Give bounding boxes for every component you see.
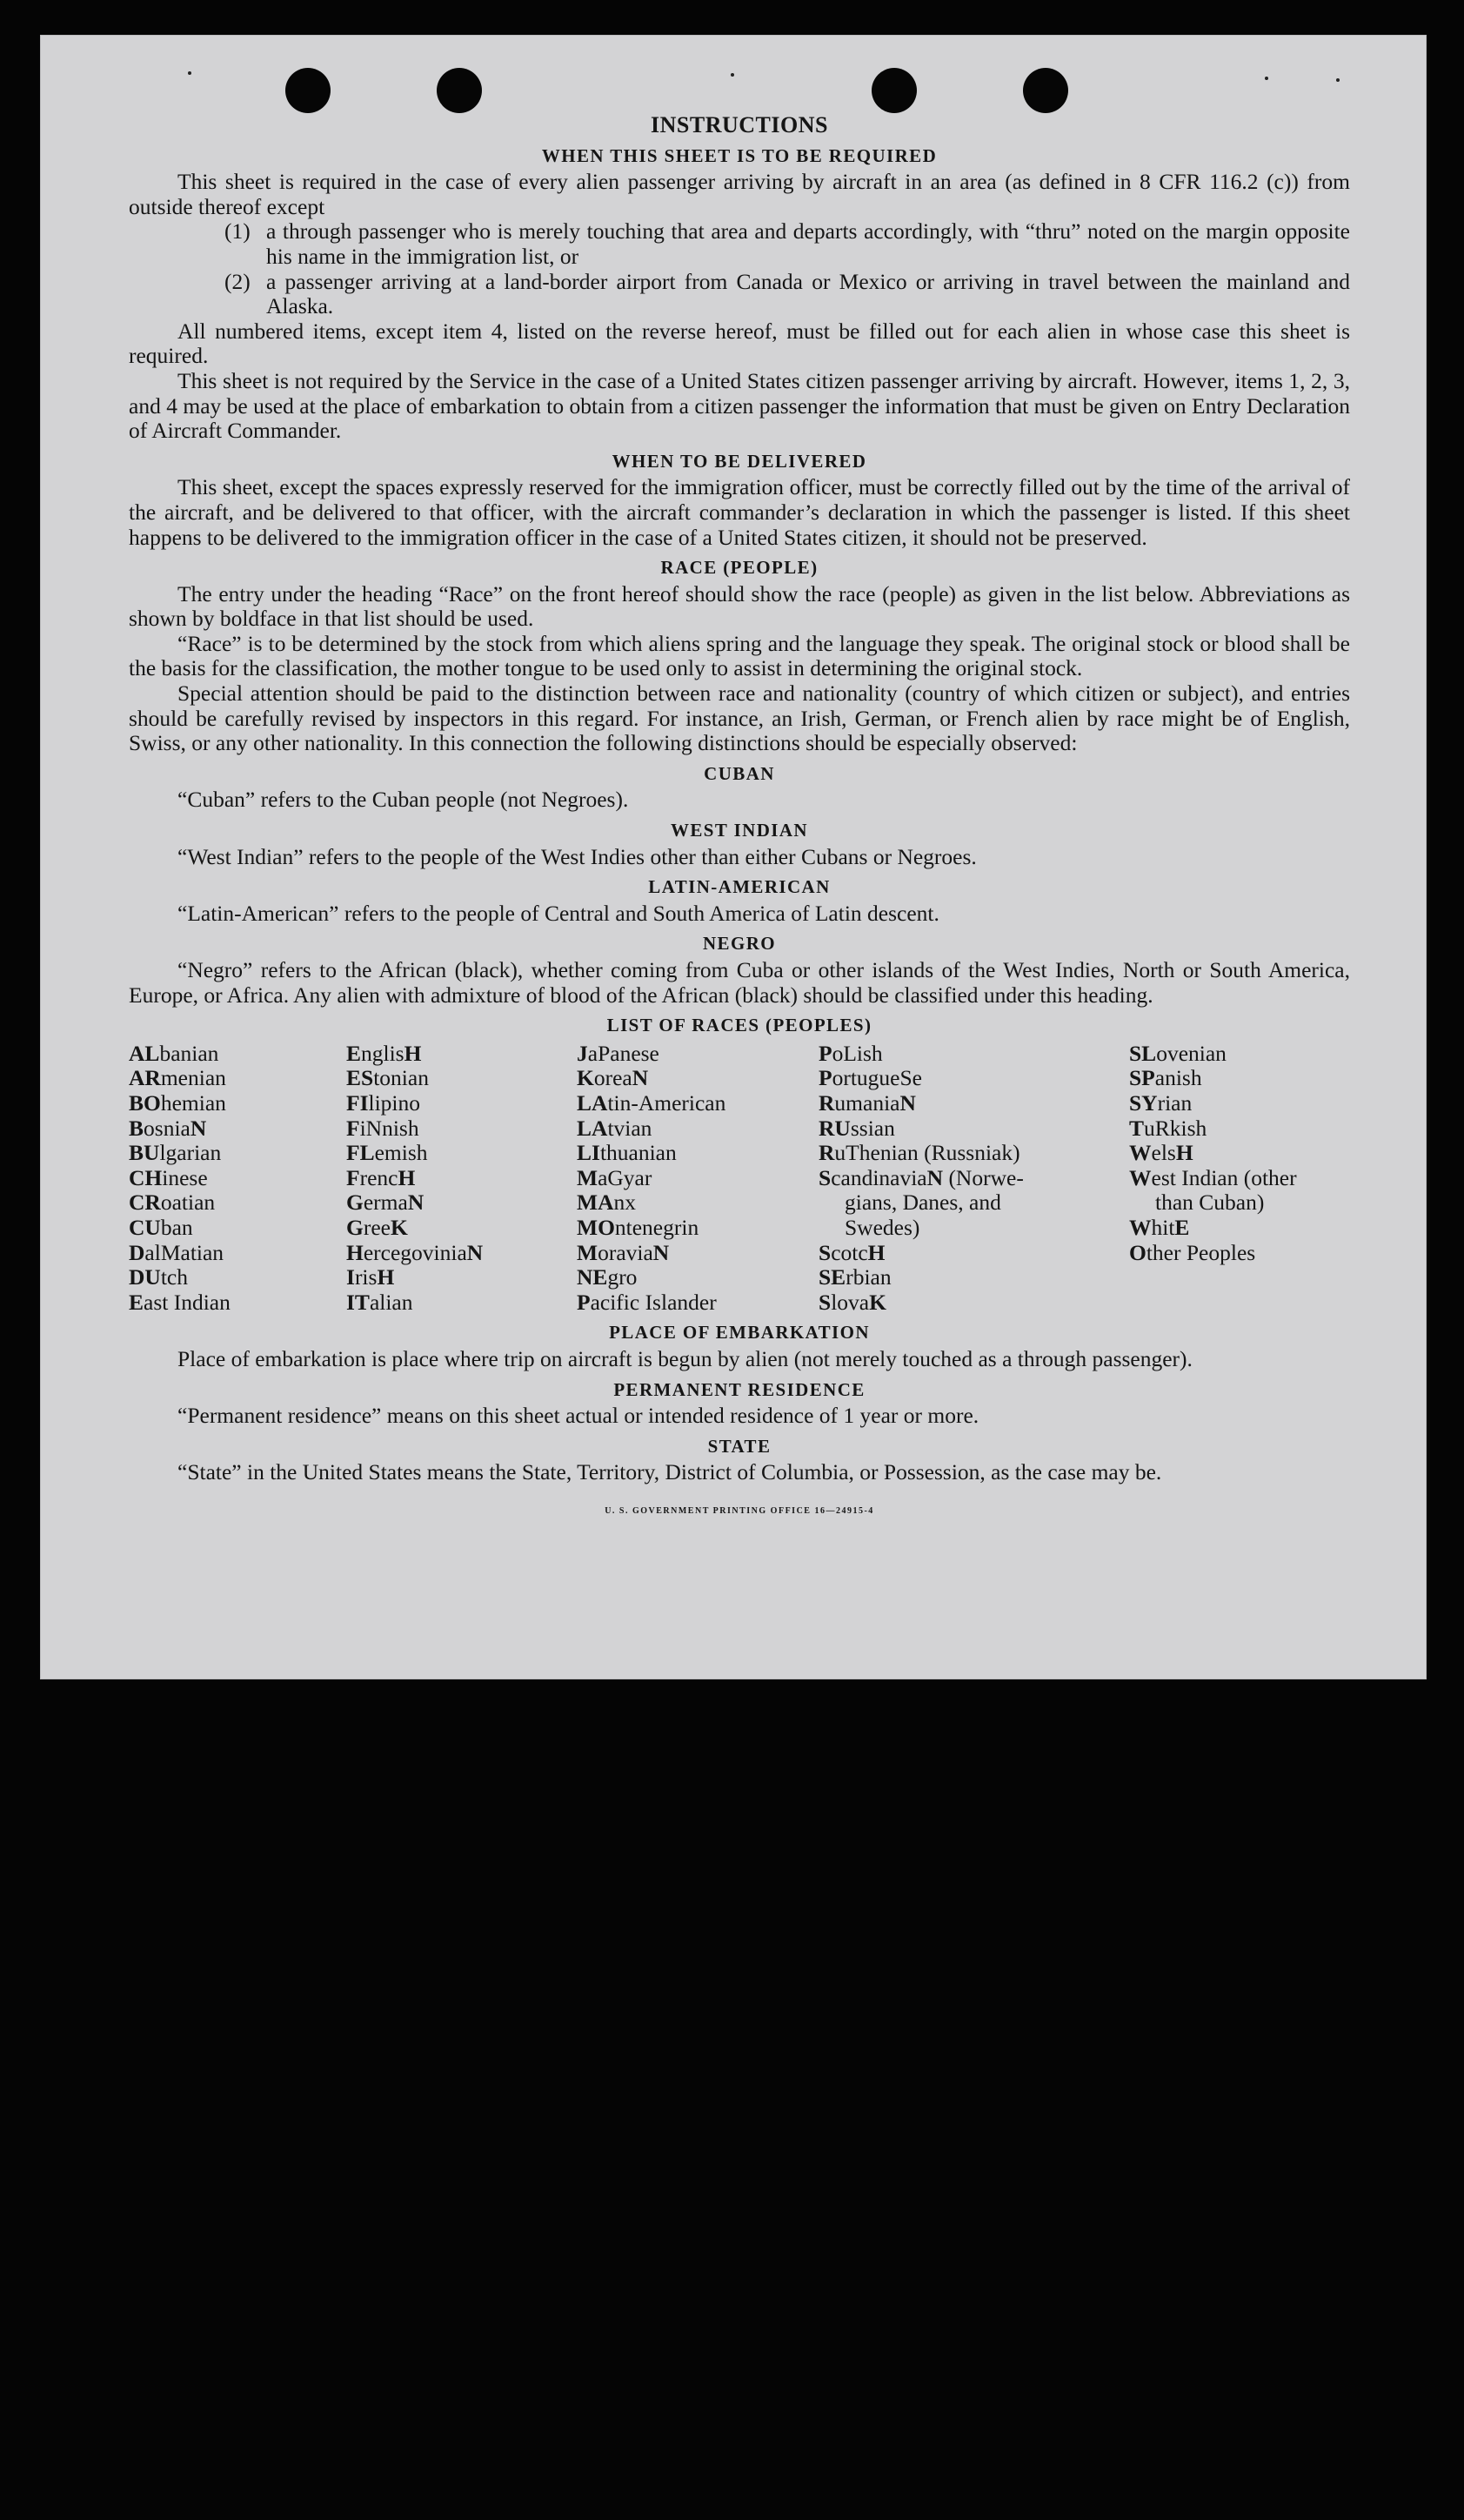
race-item: BUlgarian	[129, 1140, 222, 1166]
section-heading: STATE	[707, 1435, 772, 1457]
race-item: MoraviaN	[577, 1239, 670, 1265]
race-item: JaPanese	[577, 1040, 659, 1066]
paragraph: “Permanent residence” means on this sheet actual or intended residence of 1 year or more.	[177, 1403, 979, 1429]
paragraph: “West Indian” refers to the people of the West Indies other than either Cubans or Negroes.	[177, 843, 977, 869]
numbered-item	[224, 219, 1350, 269]
race-item: BosniaN	[129, 1115, 207, 1141]
race-item: WhitE	[1129, 1214, 1190, 1240]
race-item: CUban	[129, 1214, 193, 1240]
race-item: SLovenian	[1129, 1040, 1227, 1066]
race-item: LAtvian	[577, 1115, 652, 1141]
race-item: MaGyar	[577, 1164, 652, 1190]
speck	[1336, 78, 1340, 82]
section-heading: RACE (PEOPLE)	[660, 557, 819, 579]
paragraph: “Negro” refers to the African (black), whether coming from Cuba or other islands of the West Indies, North or South America, Europe, or Africa. Any alien with admixture of blood of the African (black) should be classified under this heading.	[129, 957, 1350, 1008]
punch-hole	[437, 68, 482, 113]
races-column	[1129, 1042, 1350, 1316]
speck	[1265, 77, 1268, 80]
race-item: FiNnish	[346, 1115, 419, 1141]
race-item: NEgro	[577, 1264, 638, 1290]
race-item: LAtin-American	[577, 1089, 726, 1116]
race-item: Other Peoples	[1129, 1239, 1256, 1265]
race-item: ScandinaviaN (Norwe-	[819, 1164, 1024, 1190]
races-heading: LIST OF RACES (PEOPLES)	[606, 1015, 872, 1036]
race-item: RumaniaN	[819, 1089, 916, 1116]
paragraph: This sheet is required in the case of every alien passenger arriving by aircraft in an area (as defined in 8 CFR 116.2 (c)) from outside thereof except	[129, 169, 1350, 219]
item-number: (2)	[224, 268, 251, 294]
races-list	[129, 1042, 1350, 1316]
race-item: SYrian	[1129, 1089, 1193, 1116]
race-item: Pacific Islander	[577, 1289, 717, 1315]
numbered-item	[224, 270, 1350, 319]
section-heading: NEGRO	[702, 933, 776, 955]
race-item: KoreaN	[577, 1065, 649, 1091]
instructions-content	[129, 113, 1350, 1524]
race-item: RUssian	[819, 1115, 895, 1141]
race-item: ScotcH	[819, 1239, 886, 1265]
race-item: East Indian	[129, 1289, 231, 1315]
race-item: ITalian	[346, 1289, 413, 1315]
document-sheet	[40, 35, 1427, 1679]
race-item: ARmenian	[129, 1065, 226, 1091]
race-item: MOntenegrin	[577, 1214, 699, 1240]
paragraph: This sheet is not required by the Service in the case of a United States citizen passenger arriving by aircraft. However, items 1, 2, 3, and 4 may be used at the place of embarkation to obtain from a citizen passenger the information that must be given on Entry Declaration of Aircraft Commander.	[129, 367, 1350, 444]
race-item: FIlipino	[346, 1089, 421, 1116]
item-text: a passenger arriving at a land-border airport from Canada or Mexico or arriving in travel between the mainland and Alaska.	[266, 268, 1350, 319]
race-item: GreeK	[346, 1214, 408, 1240]
race-item: Swedes)	[845, 1214, 920, 1240]
race-item: IrisH	[346, 1264, 395, 1290]
race-item: EnglisH	[346, 1040, 422, 1066]
race-item: PoLish	[819, 1040, 883, 1066]
race-item: DalMatian	[129, 1239, 224, 1265]
section-heading: PERMANENT RESIDENCE	[613, 1378, 866, 1400]
item-number: (1)	[224, 218, 251, 245]
race-item: RuThenian (Russniak)	[819, 1140, 1020, 1166]
paragraph: Place of embarkation is place where trip on aircraft is begun by alien (not merely touched as a through passenger).	[177, 1345, 1193, 1371]
section-heading: WHEN THIS SHEET IS TO BE REQUIRED	[541, 144, 938, 166]
section-heading: LATIN-AMERICAN	[648, 876, 831, 898]
race-item: FLemish	[346, 1140, 428, 1166]
item-text: a through passenger who is merely touching that area and departs accordingly, with “thru” noted on the margin opposite his name in the immigration list, or	[266, 218, 1350, 269]
paragraph: All numbered items, except item 4, listed on the reverse hereof, must be filled out for each alien in whose case this sheet is required.	[129, 318, 1350, 369]
race-item: GermaN	[346, 1190, 424, 1216]
race-item: TuRkish	[1129, 1115, 1207, 1141]
speck	[731, 73, 734, 77]
races-column	[577, 1042, 819, 1316]
paragraph: “Race” is to be determined by the stock from which aliens spring and the language they speak. The original stock or blood shall be the basis for the classification, the mother tongue to be used only to assist in determining the original stock.	[129, 630, 1350, 681]
races-column	[346, 1042, 577, 1316]
paragraph: Special attention should be paid to the distinction between race and nationality (country of which citizen or subject), and entries should be carefully revised by inspectors in this regard. For instance, an Irish, German, or French alien by race might be of English, Swiss, or any other nationality. In this connection the following distinctions should be especially observed:	[129, 680, 1350, 756]
race-item: SPanish	[1129, 1065, 1202, 1091]
race-item: SErbian	[819, 1264, 892, 1290]
section-heading: CUBAN	[704, 762, 775, 784]
races-column	[819, 1042, 1129, 1316]
section-heading: WHEN TO BE DELIVERED	[612, 450, 867, 472]
race-item: West Indian (other	[1129, 1164, 1297, 1190]
punch-hole	[285, 68, 331, 113]
race-item: PortugueSe	[819, 1065, 922, 1091]
race-item: MAnx	[577, 1190, 636, 1216]
punch-hole	[1023, 68, 1068, 113]
paragraph: This sheet, except the spaces expressly reserved for the immigration officer, must be correctly filled out by the time of the arrival of the aircraft, and be delivered to that officer, with the aircraft commander’s declaration in which the passenger is listed. If this sheet happens to be delivered to the immigration officer in the case of a United States citizen, it should not be preserved.	[129, 474, 1350, 550]
race-item: LIthuanian	[577, 1140, 677, 1166]
paragraph: “State” in the United States means the State, Territory, District of Columbia, or Possession, as the case may be.	[177, 1459, 1162, 1485]
punch-hole	[872, 68, 917, 113]
race-item: WelsH	[1129, 1140, 1193, 1166]
race-item: HercegoviniaN	[346, 1239, 484, 1265]
races-column	[129, 1042, 346, 1316]
race-item: BOhemian	[129, 1089, 226, 1116]
race-item: than Cuban)	[1155, 1190, 1265, 1216]
race-item: EStonian	[346, 1065, 429, 1091]
race-item: DUtch	[129, 1264, 188, 1290]
race-item: CHinese	[129, 1164, 208, 1190]
speck	[188, 71, 191, 75]
race-item: ALbanian	[129, 1040, 219, 1066]
race-item: gians, Danes, and	[845, 1190, 1001, 1216]
paragraph: The entry under the heading “Race” on the front hereof should show the race (people) as given in the list below. Abbreviations as shown by boldface in that list should be used.	[129, 580, 1350, 632]
page-title: INSTRUCTIONS	[651, 112, 828, 137]
section-heading: PLACE OF EMBARKATION	[609, 1322, 870, 1344]
race-item: FrencH	[346, 1164, 416, 1190]
section-heading: WEST INDIAN	[671, 820, 808, 841]
paragraph: “Latin-American” refers to the people of Central and South America of Latin descent.	[177, 900, 939, 926]
printer-imprint: U. S. GOVERNMENT PRINTING OFFICE 16—24915-4	[605, 1505, 874, 1516]
race-item: SlovaK	[819, 1289, 886, 1315]
paragraph: “Cuban” refers to the Cuban people (not Negroes).	[177, 787, 629, 813]
race-item: CRoatian	[129, 1190, 216, 1216]
